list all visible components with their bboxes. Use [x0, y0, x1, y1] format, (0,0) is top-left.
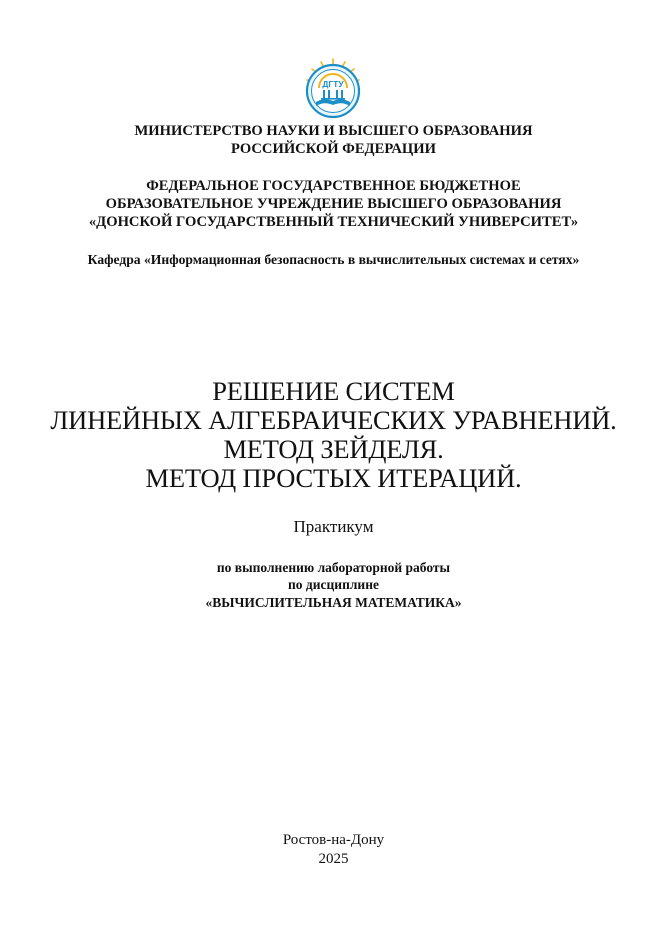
title-line-2: ЛИНЕЙНЫХ АЛГЕБРАИЧЕСКИХ УРАВНЕНИЙ.	[50, 405, 617, 435]
institution-line-2: ОБРАЗОВАТЕЛЬНОЕ УЧРЕЖДЕНИЕ ВЫСШЕГО ОБРАЗОВАНИЯ	[105, 196, 562, 212]
ministry-line-1: МИНИСТЕРСТВО НАУКИ И ВЫСШЕГО ОБРАЗОВАНИЯ	[134, 123, 533, 139]
subtitle-line-2: по дисциплине	[288, 577, 379, 592]
university-logo-icon	[302, 58, 364, 124]
institution-line-1: ФЕДЕРАЛЬНОЕ ГОСУДАРСТВЕННОЕ БЮДЖЕТНОЕ	[146, 178, 521, 194]
title-line-3: МЕТОД ЗЕЙДЕЛЯ.	[223, 434, 444, 464]
document-genre: Практикум	[293, 517, 374, 536]
institution-line-3: «ДОНСКОЙ ГОСУДАРСТВЕННЫЙ ТЕХНИЧЕСКИЙ УНИВЕРСИТЕТ»	[88, 214, 579, 230]
department-line: Кафедра «Информационная безопасность в вычислительных системах и сетях»	[87, 252, 580, 267]
ministry-line-2: РОССИЙСКОЙ ФЕДЕРАЦИИ	[231, 141, 436, 157]
title-line-1: РЕШЕНИЕ СИСТЕМ	[212, 376, 455, 406]
publication-city: Ростов-на-Дону	[282, 832, 385, 848]
title-line-4: МЕТОД ПРОСТЫХ ИТЕРАЦИЙ.	[145, 463, 522, 493]
discipline-name: «ВЫЧИСЛИТЕЛЬНАЯ МАТЕМАТИКА»	[205, 595, 462, 610]
publication-year: 2025	[318, 851, 349, 867]
subtitle-line-1: по выполнению лабораторной работы	[216, 560, 451, 575]
logo-text: ДГТУ	[322, 79, 344, 89]
